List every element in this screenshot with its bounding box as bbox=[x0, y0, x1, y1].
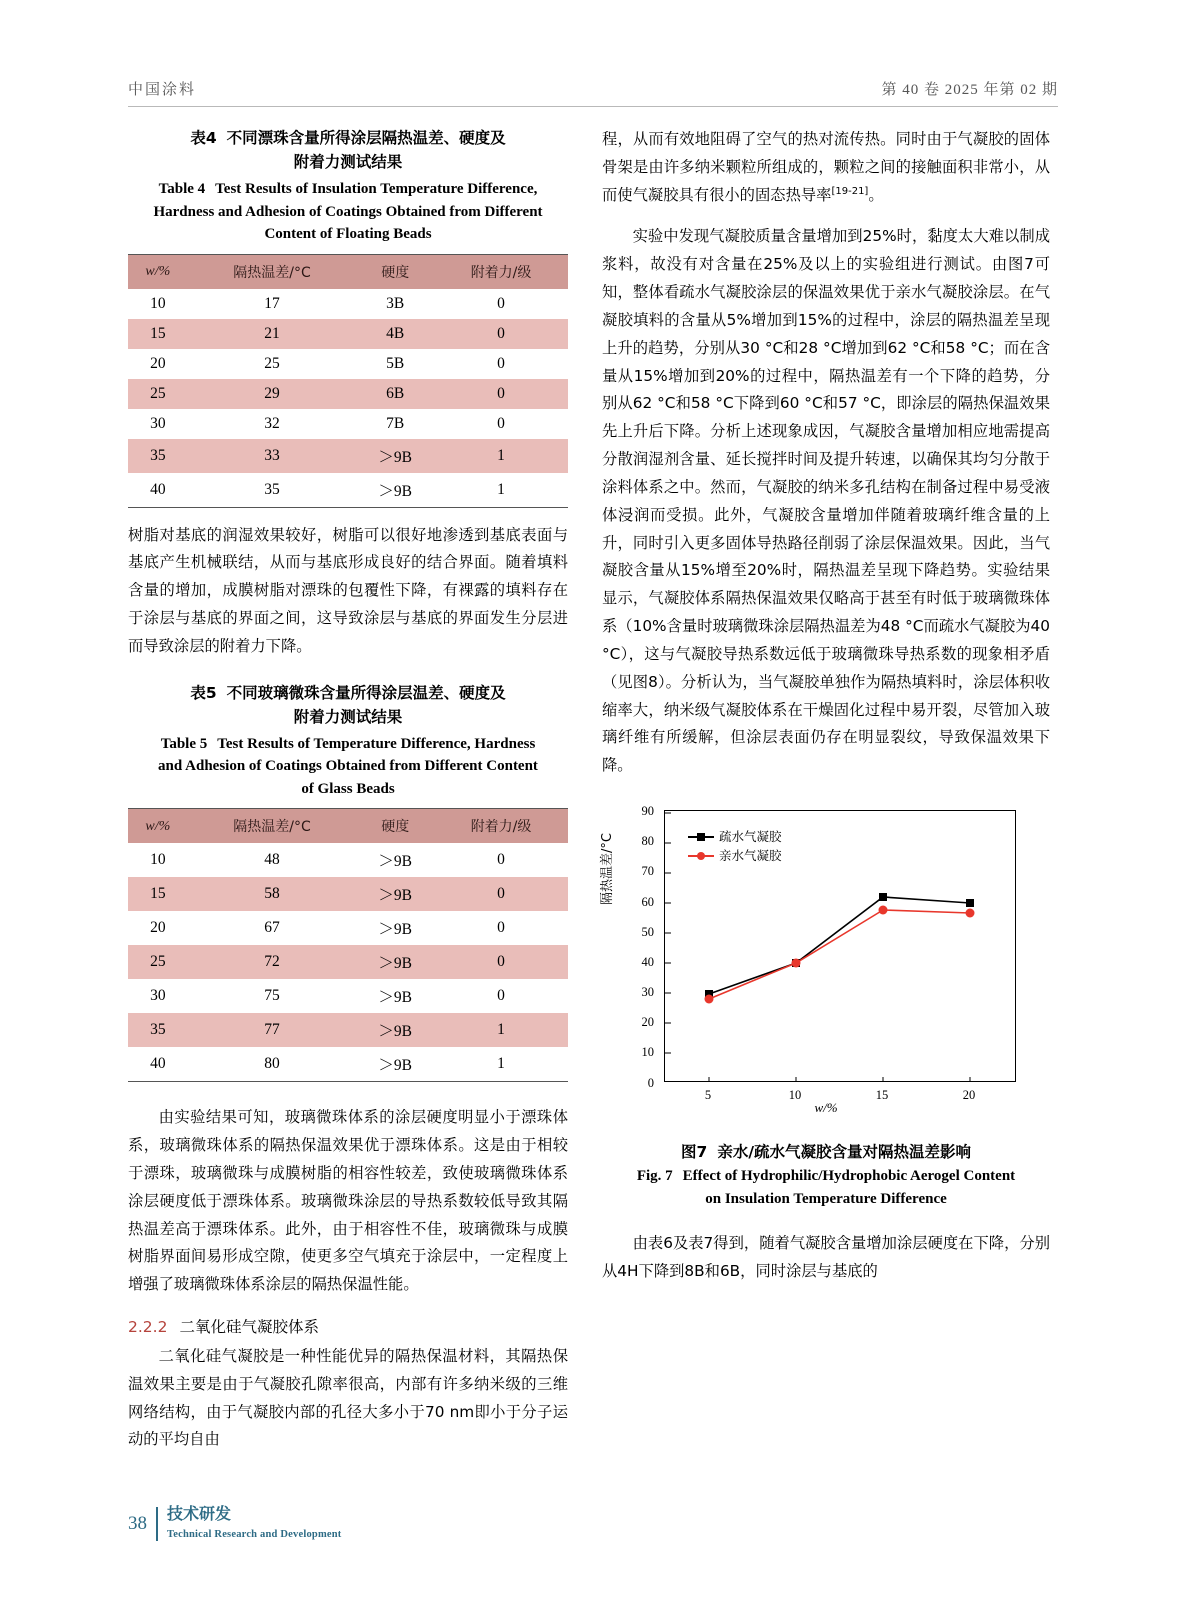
cell: 35 bbox=[128, 439, 188, 473]
cell: 21 bbox=[188, 319, 357, 349]
y-tick-40: 40 bbox=[641, 955, 654, 970]
cell: 40 bbox=[150, 480, 166, 498]
cell: ＞9B bbox=[356, 439, 434, 473]
cell: 77 bbox=[188, 1013, 357, 1047]
section-heading bbox=[128, 1315, 568, 1337]
paragraph-left-3: 二氧化硅气凝胶是一种性能优异的隔热保温材料，其隔热保温效果主要是由于气凝胶孔隙率很高，内部有许多纳米级的三维网络结构，由于气凝胶内部的孔径大多小于70 nm即小于分子运动的平均自由 bbox=[128, 1347, 568, 1449]
cell: ＞9B bbox=[356, 1013, 434, 1047]
legend-swatch-hydrophilic bbox=[688, 855, 714, 857]
table-row bbox=[128, 843, 568, 877]
legend-item-0 bbox=[688, 828, 782, 847]
y-tick-20: 20 bbox=[641, 1015, 654, 1030]
cell: 1 bbox=[497, 1055, 505, 1073]
paragraph-right-1 bbox=[602, 126, 1050, 209]
figure-7 bbox=[602, 800, 1050, 1210]
table5-title-en-line3: of Glass Beads bbox=[301, 780, 395, 797]
cell: 4B bbox=[356, 319, 434, 349]
cell: 0 bbox=[434, 379, 568, 409]
section-number: 2.2.2 bbox=[128, 1318, 168, 1336]
cell: 15 bbox=[128, 877, 188, 911]
table4-body bbox=[128, 289, 568, 508]
journal-name: 中国涂料 bbox=[128, 82, 197, 98]
cell: 15 bbox=[128, 319, 188, 349]
chart-y-axis-label: 隔热温差/°C bbox=[600, 833, 615, 906]
cell: 67 bbox=[264, 919, 280, 937]
table-row bbox=[128, 1013, 568, 1047]
table5-col-1: 隔热温差/°C bbox=[188, 809, 357, 844]
cell: 25 bbox=[128, 945, 188, 979]
paragraph-right-1-end: 。 bbox=[868, 185, 884, 204]
cell: 0 bbox=[497, 354, 505, 372]
cell: 0 bbox=[434, 319, 568, 349]
cell: 30 bbox=[150, 414, 166, 432]
figure7-number-cn: 图7 bbox=[681, 1143, 708, 1162]
section-title: 二氧化硅气凝胶体系 bbox=[179, 1318, 319, 1336]
table4-col-1: 隔热温差/°C bbox=[188, 254, 357, 289]
table-row bbox=[128, 289, 568, 319]
legend-item-1 bbox=[688, 847, 782, 866]
cell: 0 bbox=[497, 919, 505, 937]
footer-section-en: Technical Research and Development bbox=[167, 1529, 342, 1540]
table5-title-en-line2: and Adhesion of Coatings Obtained from Different Content bbox=[158, 758, 538, 775]
table5-col-3: 附着力/级 bbox=[434, 809, 568, 844]
table-row bbox=[128, 379, 568, 409]
paragraph-left-2: 由实验结果可知，玻璃微珠体系的涂层硬度明显小于漂珠体系，玻璃微珠体系的隔热保温效果优于漂珠体系。这是由于相较于漂珠，玻璃微珠与成膜树脂的相容性较差，致使玻璃微珠体系涂层硬度低于漂珠体系。玻璃微珠涂层的导热系数较低导致其隔热温差高于漂珠体系。此外，由于相容性不佳，玻璃微珠与成膜树脂界面间易形成空隙，使更多空气填充于涂层中，一定程度上增强了玻璃微珠体系涂层的隔热保温性能。 bbox=[128, 1108, 568, 1294]
page-footer bbox=[128, 1505, 342, 1542]
table4-caption-en bbox=[128, 178, 568, 246]
x-tick-10: 10 bbox=[788, 1088, 802, 1103]
table5-body bbox=[128, 843, 568, 1082]
cell: 6B bbox=[356, 379, 434, 409]
table-row bbox=[128, 979, 568, 1013]
y-tick-10: 10 bbox=[641, 1045, 654, 1060]
table4-title-en-line3: Content of Floating Beads bbox=[264, 226, 432, 243]
cell: 48 bbox=[264, 851, 280, 869]
figure7-caption-cn bbox=[602, 1140, 1050, 1162]
issue-info: 第 40 卷 2025 年第 02 期 bbox=[881, 82, 1058, 98]
cell: 1 bbox=[434, 439, 568, 473]
paragraph-right-2: 实验中发现气凝胶质量含量增加到25%时，黏度太大难以制成浆料，故没有对含量在25%及以上的实验组进行测试。由图7可知，整体看疏水气凝胶涂层的保温效果优于亲水气凝胶涂层。在气凝胶填料的含量从5%增加到15%的过程中，涂层的隔热温差呈现上升的趋势，分别从30 °C和28 °C增加到62 °C和58 °C；而在含量从15%增加到20%的过程中，隔热温差有一个下降的趋势，分别从62 °C和58 °C下降到60 °C和57 °C，即涂层的隔热保温效果先上升后下降。分析上述现象成因，气凝胶含量增加相应地需提高分散润湿剂含量、延长搅拌时间及提升转速，以确保其均匀分散于涂料体系之中。然而，气凝胶的纳米多孔结构在制备过程中易受液体浸润而受损。此外，气凝胶含量增加伴随着玻璃纤维含量的上升，同时引入更多固体导热路径削弱了涂层保温效果。因此，当气凝胶含量从15%增至20%时，隔热温差呈现下降趋势。实验结果显示，气凝胶体系隔热保温效果仅略高于甚至有时低于玻璃微珠体系（10%含量时玻璃微珠涂层隔热温差为48 °C而疏水气凝胶为40 °C），这与气凝胶导热系数远低于玻璃微珠导热系数的现象相矛盾（见图8）。分析认为，当气凝胶单独作为隔热填料时，涂层体积收缩率大，纳米级气凝胶体系在干燥固化过程中易开裂，尽管加入玻璃纤维有所缓解，但涂层表面仍存在明显裂纹，导致保温效果下降。 bbox=[602, 227, 1050, 775]
chart-x-axis-label: w/% bbox=[814, 1100, 838, 1116]
left-column bbox=[128, 126, 568, 1454]
cell: 25 bbox=[264, 354, 280, 372]
chart-aerogel-content bbox=[602, 800, 1050, 1130]
x-tick-15: 15 bbox=[875, 1088, 889, 1103]
y-tick-60: 60 bbox=[641, 895, 654, 910]
table4-col-3: 附着力/级 bbox=[434, 254, 568, 289]
right-column bbox=[602, 126, 1050, 1286]
paragraph-right-3: 由表6及表7得到，随着气凝胶含量增加涂层硬度在下降，分别从4H下降到8B和6B，同时涂层与基底的 bbox=[602, 1234, 1050, 1280]
chart-legend bbox=[688, 828, 782, 866]
page-number: 38 bbox=[128, 1512, 147, 1534]
table4-header-row bbox=[128, 254, 568, 289]
cell: ＞9B bbox=[378, 989, 412, 1007]
cell: 80 bbox=[264, 1055, 280, 1073]
cell: 29 bbox=[188, 379, 357, 409]
paragraph-right-1-text: 程，从而有效地阻碍了空气的热对流传热。同时由于气凝胶的固体骨架是由许多纳米颗粒所组成的，颗粒之间的接触面积非常小，从而使气凝胶具有很小的固态热导率 bbox=[602, 130, 1050, 204]
figure7-title-en-line2: on Insulation Temperature Difference bbox=[705, 1190, 947, 1207]
cell: 20 bbox=[150, 354, 166, 372]
cell: 25 bbox=[128, 379, 188, 409]
paragraph-left-1: 树脂对基底的润湿效果较好，树脂可以很好地渗透到基底表面与基底产生机械联结，从而与基底形成良好的结合界面。随着填料含量的增加，成膜树脂对漂珠的包覆性下降，有裸露的填料存在于涂层与基底的界面之间，这导致涂层与基底的界面发生分层进而导致涂层的附着力下降。 bbox=[128, 525, 568, 655]
table5-number-cn: 表5 bbox=[190, 683, 217, 702]
header-divider bbox=[128, 106, 1058, 107]
cell: 1 bbox=[434, 1013, 568, 1047]
cell: 75 bbox=[264, 987, 280, 1005]
table5-col-2: 硬度 bbox=[356, 809, 434, 844]
table4 bbox=[128, 254, 568, 508]
cell: ＞9B bbox=[378, 921, 412, 939]
legend-swatch-hydrophobic bbox=[688, 836, 714, 838]
cell: ＞9B bbox=[356, 945, 434, 979]
cell: 40 bbox=[150, 1055, 166, 1073]
cell: 30 bbox=[150, 987, 166, 1005]
cell: 35 bbox=[128, 1013, 188, 1047]
table5-title-cn-line1: 不同玻璃微珠含量所得涂层温差、硬度及 bbox=[226, 683, 506, 702]
cell: ＞9B bbox=[356, 877, 434, 911]
y-tick-80: 80 bbox=[641, 834, 654, 849]
cell: 3B bbox=[386, 294, 405, 312]
cell: 5B bbox=[386, 354, 405, 372]
footer-section bbox=[167, 1505, 342, 1542]
cell: 0 bbox=[497, 987, 505, 1005]
table5-number-en: Table 5 bbox=[160, 735, 208, 752]
table-row bbox=[128, 1047, 568, 1082]
table4-caption-cn bbox=[128, 126, 568, 174]
cell: ＞9B bbox=[378, 482, 412, 500]
cell: 10 bbox=[150, 851, 166, 869]
citation-ref: [19-21] bbox=[831, 185, 869, 197]
cell: 58 bbox=[188, 877, 357, 911]
table5 bbox=[128, 808, 568, 1082]
x-tick-20: 20 bbox=[962, 1088, 976, 1103]
cell: ＞9B bbox=[378, 1057, 412, 1075]
cell: 32 bbox=[264, 414, 280, 432]
cell: 35 bbox=[264, 480, 280, 498]
y-tick-70: 70 bbox=[641, 864, 654, 879]
page-header bbox=[128, 78, 1058, 99]
y-tick-50: 50 bbox=[641, 925, 654, 940]
figure7-title-en-line1: Effect of Hydrophilic/Hydrophobic Aerogel Content bbox=[682, 1168, 1016, 1185]
table-row bbox=[128, 439, 568, 473]
footer-section-cn: 技术研发 bbox=[167, 1504, 232, 1523]
table4-col-2: 硬度 bbox=[356, 254, 434, 289]
table5-title-cn-line2: 附着力测试结果 bbox=[293, 707, 403, 726]
cell: 0 bbox=[497, 851, 505, 869]
figure7-title-cn: 亲水/疏水气凝胶含量对隔热温差影响 bbox=[717, 1143, 971, 1162]
table4-number-cn: 表4 bbox=[190, 129, 217, 147]
table-row bbox=[128, 945, 568, 979]
table4-title-cn-line2: 附着力测试结果 bbox=[293, 153, 403, 172]
figure7-number-en: Fig. 7 bbox=[636, 1168, 673, 1185]
footer-divider bbox=[156, 1507, 158, 1541]
table4-title-en-line1: Test Results of Insulation Temperature Difference, bbox=[215, 181, 538, 198]
cell: 72 bbox=[188, 945, 357, 979]
y-tick-0: 0 bbox=[647, 1076, 654, 1091]
cell: 0 bbox=[434, 877, 568, 911]
table-row bbox=[128, 473, 568, 508]
table5-col-0: w/% bbox=[128, 809, 188, 844]
table-row bbox=[128, 409, 568, 439]
cell: 0 bbox=[497, 294, 505, 312]
cell: 1 bbox=[497, 480, 505, 498]
table5-header-row bbox=[128, 809, 568, 844]
table5-caption-en bbox=[128, 733, 568, 801]
x-tick-5: 5 bbox=[704, 1088, 712, 1103]
legend-label-hydrophobic: 疏水气凝胶 bbox=[719, 829, 782, 845]
y-tick-30: 30 bbox=[641, 985, 654, 1000]
table-row bbox=[128, 349, 568, 379]
table-row bbox=[128, 877, 568, 911]
table4-title-cn-line1: 不同漂珠含量所得涂层隔热温差、硬度及 bbox=[226, 129, 506, 147]
table-row bbox=[128, 319, 568, 349]
figure7-caption-en bbox=[602, 1165, 1050, 1210]
cell: ＞9B bbox=[378, 853, 412, 871]
cell: 33 bbox=[188, 439, 357, 473]
cell: 0 bbox=[497, 414, 505, 432]
cell: 17 bbox=[264, 294, 280, 312]
table-row bbox=[128, 911, 568, 945]
table4-title-en-line2: Hardness and Adhesion of Coatings Obtained from Different bbox=[153, 203, 543, 220]
table5-title-en-line1: Test Results of Temperature Difference, Hardness bbox=[217, 735, 536, 752]
cell: 7B bbox=[386, 414, 405, 432]
cell: 0 bbox=[434, 945, 568, 979]
legend-label-hydrophilic: 亲水气凝胶 bbox=[719, 847, 782, 863]
table4-number-en: Table 4 bbox=[158, 181, 206, 198]
table5-caption-cn bbox=[128, 681, 568, 729]
cell: 10 bbox=[150, 294, 166, 312]
table4-col-0: w/% bbox=[128, 254, 188, 289]
y-tick-90: 90 bbox=[641, 804, 654, 819]
cell: 20 bbox=[150, 919, 166, 937]
